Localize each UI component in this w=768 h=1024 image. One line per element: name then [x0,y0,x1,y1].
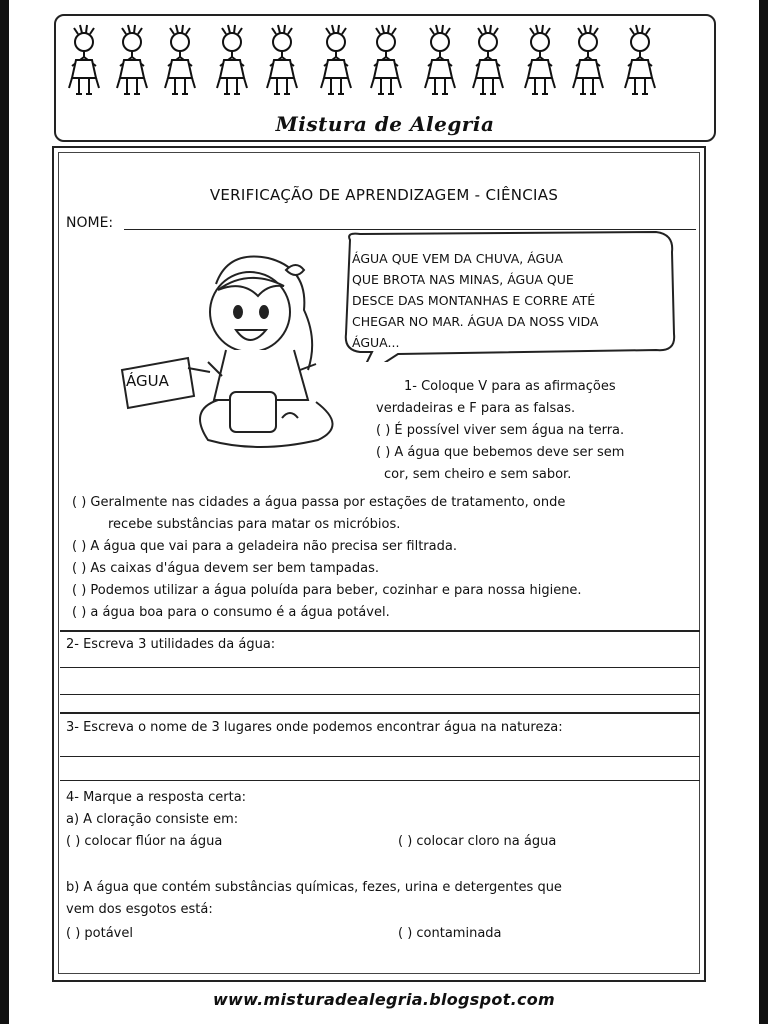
name-label: NOME: [66,215,114,231]
bubble-line: QUE BROTA NAS MINAS, ÁGUA QUE [352,272,574,287]
option-4a-2[interactable]: ( ) colocar cloro na água [398,834,557,849]
question-4b: b) A água que contém substâncias químicas, fezes, urina e detergentes que [66,880,562,895]
statement-item[interactable]: ( ) A água que bebemos deve ser sem [376,445,625,460]
bubble-line: ÁGUA QUE VEM DA CHUVA, ÁGUA [352,251,563,266]
girl-illustration [118,250,378,460]
divider [60,712,700,714]
question-2: 2- Escreva 3 utilidades da água: [66,637,276,652]
statement-item[interactable]: ( ) Geralmente nas cidades a água passa por estações de tratamento, onde [72,495,566,510]
question-1-items [72,492,700,624]
statement-item[interactable]: ( ) Podemos utilizar a água poluída para beber, cozinhar e para nossa higiene. [72,583,582,598]
statement-item-cont: recebe substâncias para matar os micróbios. [108,517,401,532]
header-banner [54,14,716,142]
children-illustration [66,22,706,112]
page-title: VERIFICAÇÃO DE APRENDIZAGEM - CIÊNCIAS [209,186,559,204]
statement-item-cont: cor, sem cheiro e sem sabor. [384,467,572,482]
question-1-header [376,376,696,486]
answer-line[interactable] [60,780,700,781]
statement-item[interactable]: ( ) É possível viver sem água na terra. [376,423,625,438]
question-1-subtitle: verdadeiras e F para as falsas. [376,401,576,416]
question-3: 3- Escreva o nome de 3 lugares onde podemos encontrar água na natureza: [66,720,563,735]
water-sign-label: ÁGUA [126,372,169,390]
option-4b-2[interactable]: ( ) contaminada [398,926,502,941]
answer-line[interactable] [60,756,700,757]
bubble-line: CHEGAR NO MAR. ÁGUA DA NOSS VIDA [352,314,599,329]
question-4b-cont: vem dos esgotos está: [66,902,213,917]
bubble-text [352,248,672,353]
footer-url[interactable]: www.misturadealegria.blogspot.com [212,990,556,1009]
statement-item[interactable]: ( ) A água que vai para a geladeira não precisa ser filtrada. [72,539,457,554]
divider [60,630,700,632]
question-4: 4- Marque a resposta certa: [66,790,247,805]
answer-line[interactable] [60,694,700,695]
statement-item[interactable]: ( ) a água boa para o consumo é a água potável. [72,605,390,620]
brand-title: Mistura de Alegria [275,112,495,136]
question-4a: a) A cloração consiste em: [66,812,239,827]
statement-item[interactable]: ( ) As caixas d'água devem ser bem tampadas. [72,561,379,576]
bubble-line: DESCE DAS MONTANHAS E CORRE ATÉ [352,293,596,308]
option-4a-1[interactable]: ( ) colocar flúor na água [66,834,223,849]
answer-line[interactable] [60,667,700,668]
bubble-line: ÁGUA... [352,335,400,350]
question-1-title: 1- Coloque V para as afirmações [404,379,616,394]
option-4b-1[interactable]: ( ) potável [66,926,133,941]
